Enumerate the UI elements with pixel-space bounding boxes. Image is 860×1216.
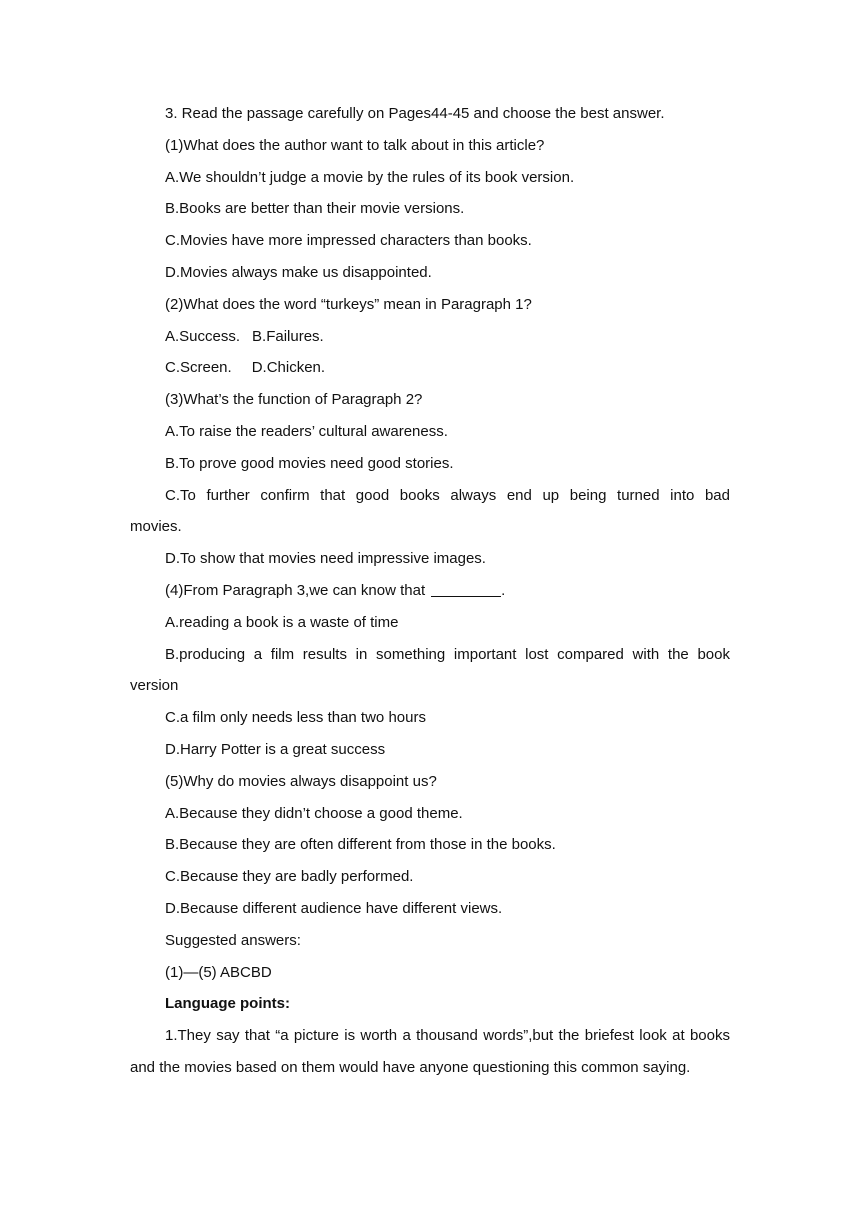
question-2: (2)What does the word “turkeys” mean in Paragraph 1?	[165, 295, 532, 313]
option-3a: A.To raise the readers’ cultural awareness.	[165, 422, 448, 440]
option-3b: B.To prove good movies need good stories.	[165, 454, 454, 472]
instruction: 3. Read the passage carefully on Pages44-45 and choose the best answer.	[165, 105, 665, 122]
option-5a: A.Because they didn’t choose a good theme.	[165, 804, 463, 822]
option-1b: B.Books are better than their movie versions.	[165, 200, 465, 218]
option-2a: A.Success.	[165, 327, 241, 345]
option-1d: D.Movies always make us disappointed.	[165, 263, 432, 281]
question-5: (5)Why do movies always disappoint us?	[165, 772, 437, 790]
language-point-1: 1.They say that “a picture is worth a thousand words”,but the briefest look at books and the movies based on them would have anyone questioning this common saying.	[130, 1027, 730, 1076]
option-4b-line1: B.producing a film results in something important lost compared with the book	[165, 645, 730, 663]
option-5c: C.Because they are badly performed.	[165, 868, 414, 886]
option-2c: C.Screen.	[165, 359, 232, 377]
option-4c: C.a film only needs less than two hours	[165, 709, 426, 727]
option-3c-line2: movies.	[130, 518, 182, 536]
page-content	[130, 98, 730, 1084]
option-2b: B.Failures.	[252, 327, 324, 345]
answers-label: Suggested answers:	[165, 931, 301, 949]
question-1: (1)What does the author want to talk about in this article?	[165, 136, 545, 154]
question-4-period: .	[501, 581, 506, 599]
options-2-row1	[130, 321, 730, 353]
option-4a: A.reading a book is a waste of time	[165, 613, 399, 631]
question-4-text: (4)From Paragraph 3,we can know that	[165, 581, 426, 599]
option-5b: B.Because they are often different from those in the books.	[165, 836, 556, 854]
option-5d: D.Because different audience have different views.	[165, 899, 503, 917]
option-4b-line2: version	[130, 677, 179, 695]
answers-value: (1)—(5) ABCBD	[165, 963, 272, 981]
option-4d: D.Harry Potter is a great success	[165, 740, 386, 758]
option-2d: D.Chicken.	[251, 359, 326, 377]
option-1c: C.Movies have more impressed characters than books.	[165, 232, 532, 250]
option-1a: A.We shouldn’t judge a movie by the rules of its book version.	[165, 168, 575, 186]
question-3: (3)What’s the function of Paragraph 2?	[165, 391, 423, 409]
answer-blank	[431, 582, 501, 597]
question-4	[130, 575, 730, 607]
option-3d: D.To show that movies need impressive images.	[165, 550, 486, 568]
language-points-heading: Language points:	[165, 995, 290, 1013]
options-2-row2	[130, 352, 730, 384]
option-3c-line1: C.To further confirm that good books always end up being turned into bad	[165, 486, 730, 504]
